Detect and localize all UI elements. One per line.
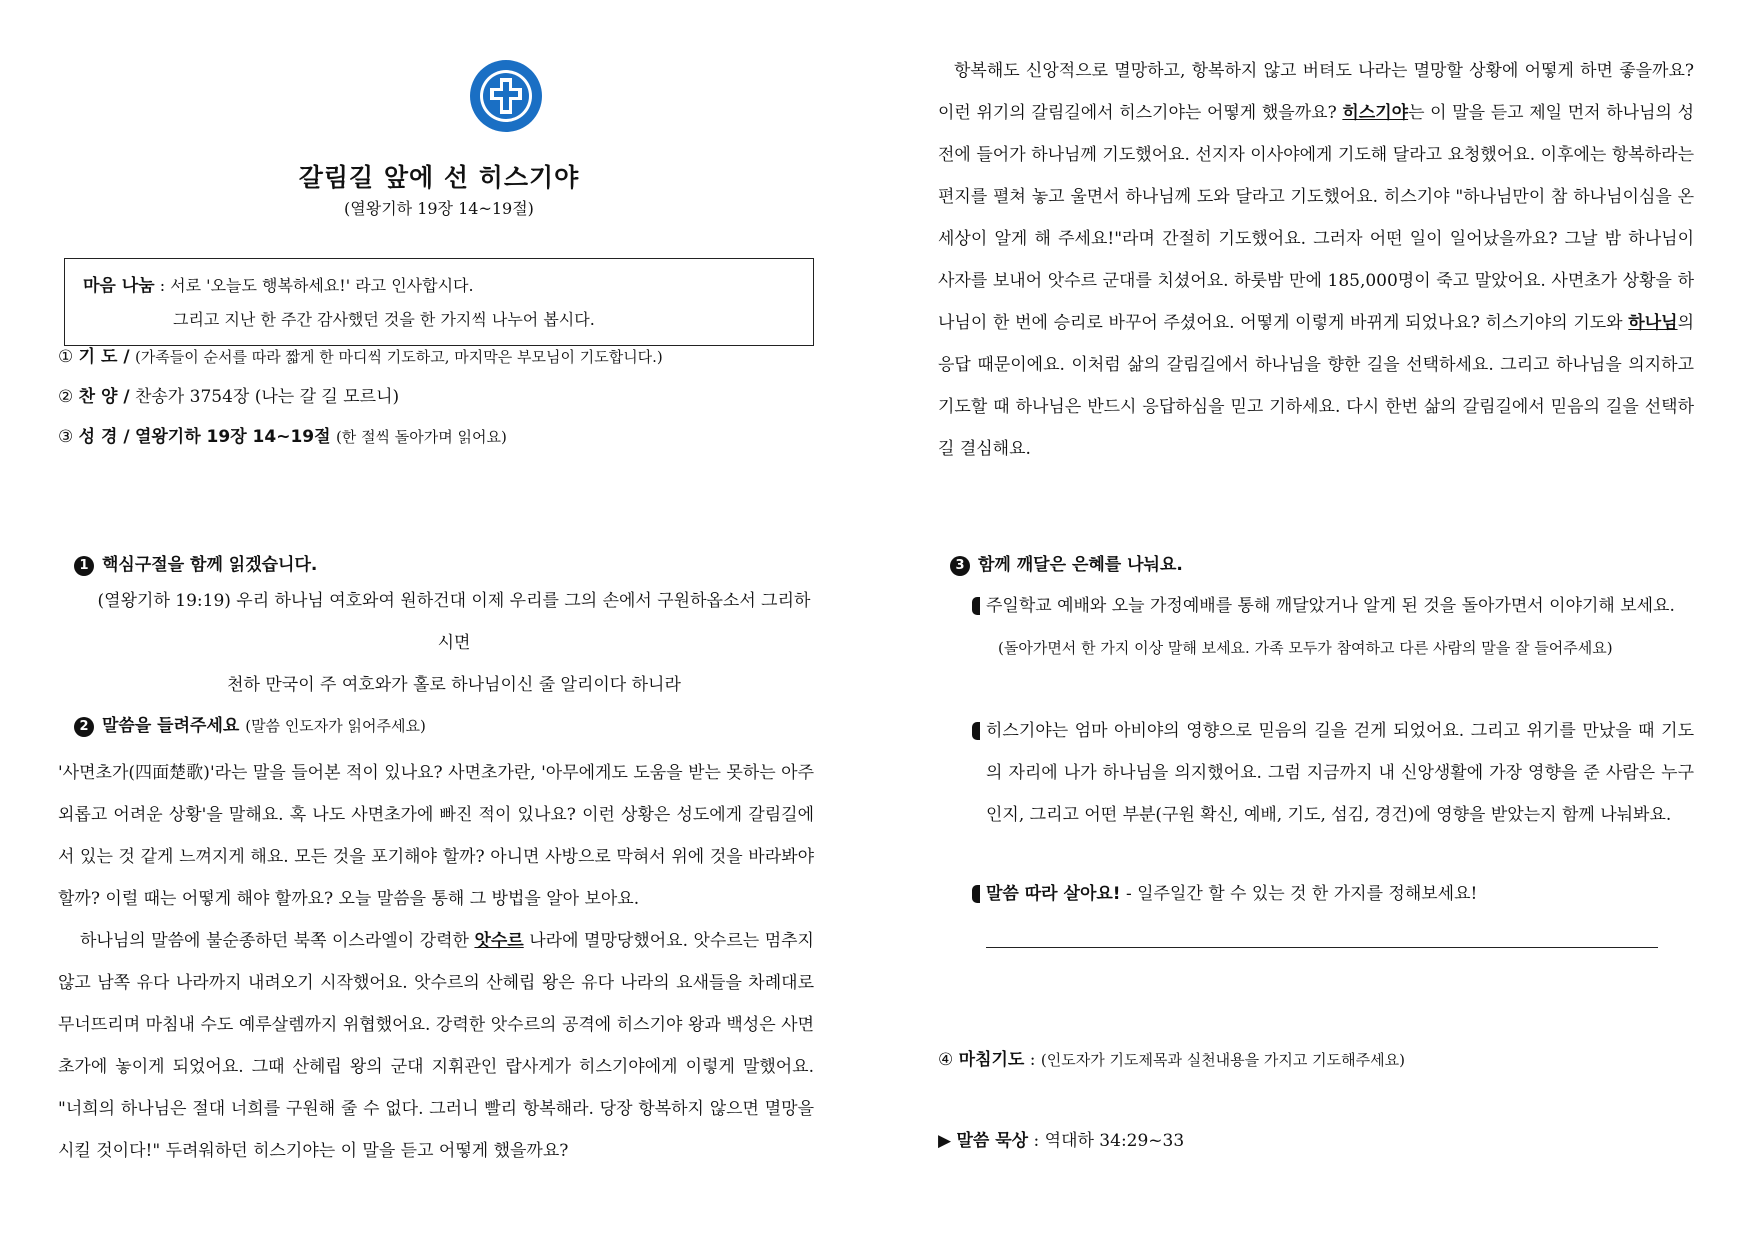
para3-a: 항복해도 신앙적으로 멸망하고, 항복하지 않고 버텨도 나라는 멸망할 상황에 어떻게 하면 좋을까요? 이런 위기의 갈림길에서 히스기야는 어떻게 했을까요? [938, 61, 1694, 123]
order-scripture-label: 성 경 / [78, 427, 130, 447]
question-3-marker [972, 885, 980, 903]
question-2-marker [972, 722, 980, 740]
meditation-sep: : [1028, 1131, 1045, 1151]
section2-heading [74, 713, 426, 739]
sharing-sep: : [154, 276, 171, 295]
meditation [938, 1128, 1184, 1154]
section2-note: (말씀 인도자가 읽어주세요) [245, 717, 426, 735]
question-3 [986, 873, 1694, 915]
closing-prayer-label: 마침기도 [958, 1050, 1025, 1070]
message-paragraph-2 [58, 920, 814, 1172]
meditation-arrow-icon: ▶ [938, 1131, 952, 1151]
scripture-reference: (열왕기하 19장 14~19절) [344, 199, 534, 218]
para3-c: 의 응답 때문이에요. 이처럼 삶의 갈림길에서 하나님을 향한 길을 선택하세요. 그리고 하나님을 의지하고 기도할 때 하나님은 반드시 응답하심을 믿고 기하세요. 다시 한번 삶의 갈림길에서 믿음의 길을 선택하길 결심해요. [938, 313, 1694, 459]
sharing-line1: 서로 '오늘도 행복하세요!' 라고 인사합시다. [170, 276, 474, 295]
question-1-note: (돌아가면서 한 가지 이상 말해 보세요. 가족 모두가 참여하고 다른 사람의 말을 잘 들어주세요) [998, 639, 1613, 657]
para3-underlined-1: 히스기야 [1342, 103, 1409, 123]
question-2-text: 히스기야는 엄마 아비야의 영향으로 믿음의 길을 걷게 되었어요. 그리고 위기를 만났을 때 기도의 자리에 나가 하나님을 의지했어요. 그럼 지금까지 내 신앙생활에 가장 영향을 준 사람은 누구인지, 그리고 어떤 부분(구원 확신, 예배, 기도, 섬김, 경건)에 영향을 받았는지 함께 나눠봐요. [986, 721, 1694, 825]
section3-heading-text: 함께 깨달은 은혜를 나눠요. [978, 555, 1183, 575]
order-scripture-text: 열왕기하 19장 14~19절 [134, 427, 331, 447]
sharing-label: 마음 나눔 [83, 276, 155, 296]
section3-number: 3 [950, 556, 970, 576]
question-1-marker [972, 597, 980, 615]
section2-number: 2 [74, 717, 94, 737]
para2-b: 나라에 멸망당했어요. 앗수르는 멈추지 않고 남쪽 유다 나라까지 내려오기 시작했어요. 앗수르의 산헤립 왕은 유다 나라의 요새들을 차례대로 무너뜨리며 마침내 수도 예루살렘까지 위협했어요. 강력한 앗수르의 공격에 히스기야 왕과 백성은 사면초가에 놓이게 되었어요. 그때 산헤립 왕의 군대 지휘관인 랍사게가 히스기야에게 이렇게 말했어요. "너희의 하나님은 절대 너희를 구원해 줄 수 없다. 그러니 빨리 항복해라. 당장 항복하지 않으면 멸망을 시킬 것이다!" 두려워하던 히스기야는 이 말을 듣고 어떻게 했을까요? [58, 931, 814, 1161]
question-3-text: - 일주일간 할 수 있는 것 한 가지를 정해보세요! [1120, 884, 1478, 904]
order-hymn-label: 찬 양 / [78, 387, 130, 407]
key-verse [94, 580, 814, 706]
section2-heading-text: 말씀을 들려주세요 [102, 716, 240, 736]
meditation-text: 역대하 34:29~33 [1044, 1131, 1185, 1151]
order-scripture-num: ③ [58, 427, 74, 447]
question-2 [986, 710, 1694, 836]
section1-heading-text: 핵심구절을 함께 읽겠습니다. [102, 555, 318, 575]
section3-heading [950, 552, 1183, 578]
section1-number: 1 [74, 556, 94, 576]
section1-heading [74, 552, 317, 578]
answer-blank-line [986, 947, 1658, 948]
order-prayer-label: 기 도 / [78, 347, 130, 367]
para2-a: 하나님의 말씀에 불순종하던 북쪽 이스라엘이 강력한 [80, 931, 475, 951]
para3-b: 는 이 말을 듣고 제일 먼저 하나님의 성전에 들어가 하나님께 기도했어요. 선지자 이사야에게 기도해 달라고 요청했어요. 이후에는 항복하라는 편지를 펼쳐 놓고 울면서 하나님께 도와 달라고 기도했어요. 히스기야 "하나님만이 참 하나님이심을 온 세상이 알게 해 주세요!"라며 간절히 기도했어요. 그러자 어떤 일이 일어났을까요? 그날 밤 하나님이 사자를 보내어 앗수르 군대를 치셨어요. 하룻밤 만에 185,000명이 죽고 말았어요. 사면초가 상황을 하나님이 한 번에 승리로 바꾸어 주셨어요. 어떻게 이렇게 바뀌게 되었나요? 히스기야의 기도와 [938, 103, 1695, 333]
order-prayer [58, 344, 663, 370]
para2-underlined: 앗수르 [474, 931, 524, 951]
heart-sharing-box [64, 258, 814, 346]
order-prayer-num: ① [58, 347, 74, 367]
order-scripture [58, 424, 507, 450]
order-hymn-num: ② [58, 387, 74, 407]
closing-prayer-sep: : [1024, 1050, 1041, 1070]
question-3-label: 말씀 따라 살아요! [986, 884, 1121, 904]
order-scripture-note: (한 절씩 돌아가며 읽어요) [335, 428, 507, 446]
closing-prayer-note: (인도자가 기도제목과 실천내용을 가지고 기도해주세요) [1040, 1051, 1405, 1069]
question-1-text: 주일학교 예배와 오늘 가정예배를 통해 깨달았거나 알게 된 것을 돌아가면서 이야기해 보세요. [986, 596, 1675, 616]
church-emblem-icon [468, 58, 544, 134]
sharing-line2: 그리고 지난 한 주간 감사했던 것을 한 가지씩 나누어 봅시다. [173, 310, 595, 329]
message-paragraph-3 [938, 50, 1694, 470]
order-hymn [58, 384, 399, 410]
page-title: 갈림길 앞에 선 히스기야 [298, 163, 580, 192]
key-verse-line2: 천하 만국이 주 여호와가 홀로 하나님이신 줄 알리이다 하니라 [227, 675, 681, 695]
key-verse-line1: (열왕기하 19:19) 우리 하나님 여호와여 원하건대 이제 우리를 그의 손에서 구원하옵소서 그리하시면 [97, 591, 811, 653]
closing-prayer-num: ④ [938, 1050, 954, 1070]
message-paragraph-1: '사면초가(四面楚歌)'라는 말을 들어본 적이 있나요? 사면초가란, '아무에게도 도움을 받는 못하는 아주 외롭고 어려운 상황'을 말해요. 혹 나도 사면초가에 빠진 적이 있나요? 이런 상황은 성도에게 갈림길에 서 있는 것 같게 느껴지게 해요. 모든 것을 포기해야 할까? 아니면 사방으로 막혀서 위에 것을 바라봐야 할까? 이럴 때는 어떻게 해야 할까요? 오늘 말씀을 통해 그 방법을 알아 보아요. [58, 763, 814, 909]
order-hymn-text: 찬송가 3754장 (나는 갈 길 모르니) [134, 387, 400, 407]
meditation-label: 말씀 묵상 [956, 1131, 1029, 1151]
order-prayer-text: (가족들이 순서를 따라 짧게 한 마디씩 기도하고, 마지막은 부모님이 기도합니다.) [134, 348, 663, 366]
question-1 [986, 585, 1694, 627]
para3-underlined-2: 하나님 [1628, 313, 1678, 333]
closing-prayer [938, 1047, 1405, 1073]
